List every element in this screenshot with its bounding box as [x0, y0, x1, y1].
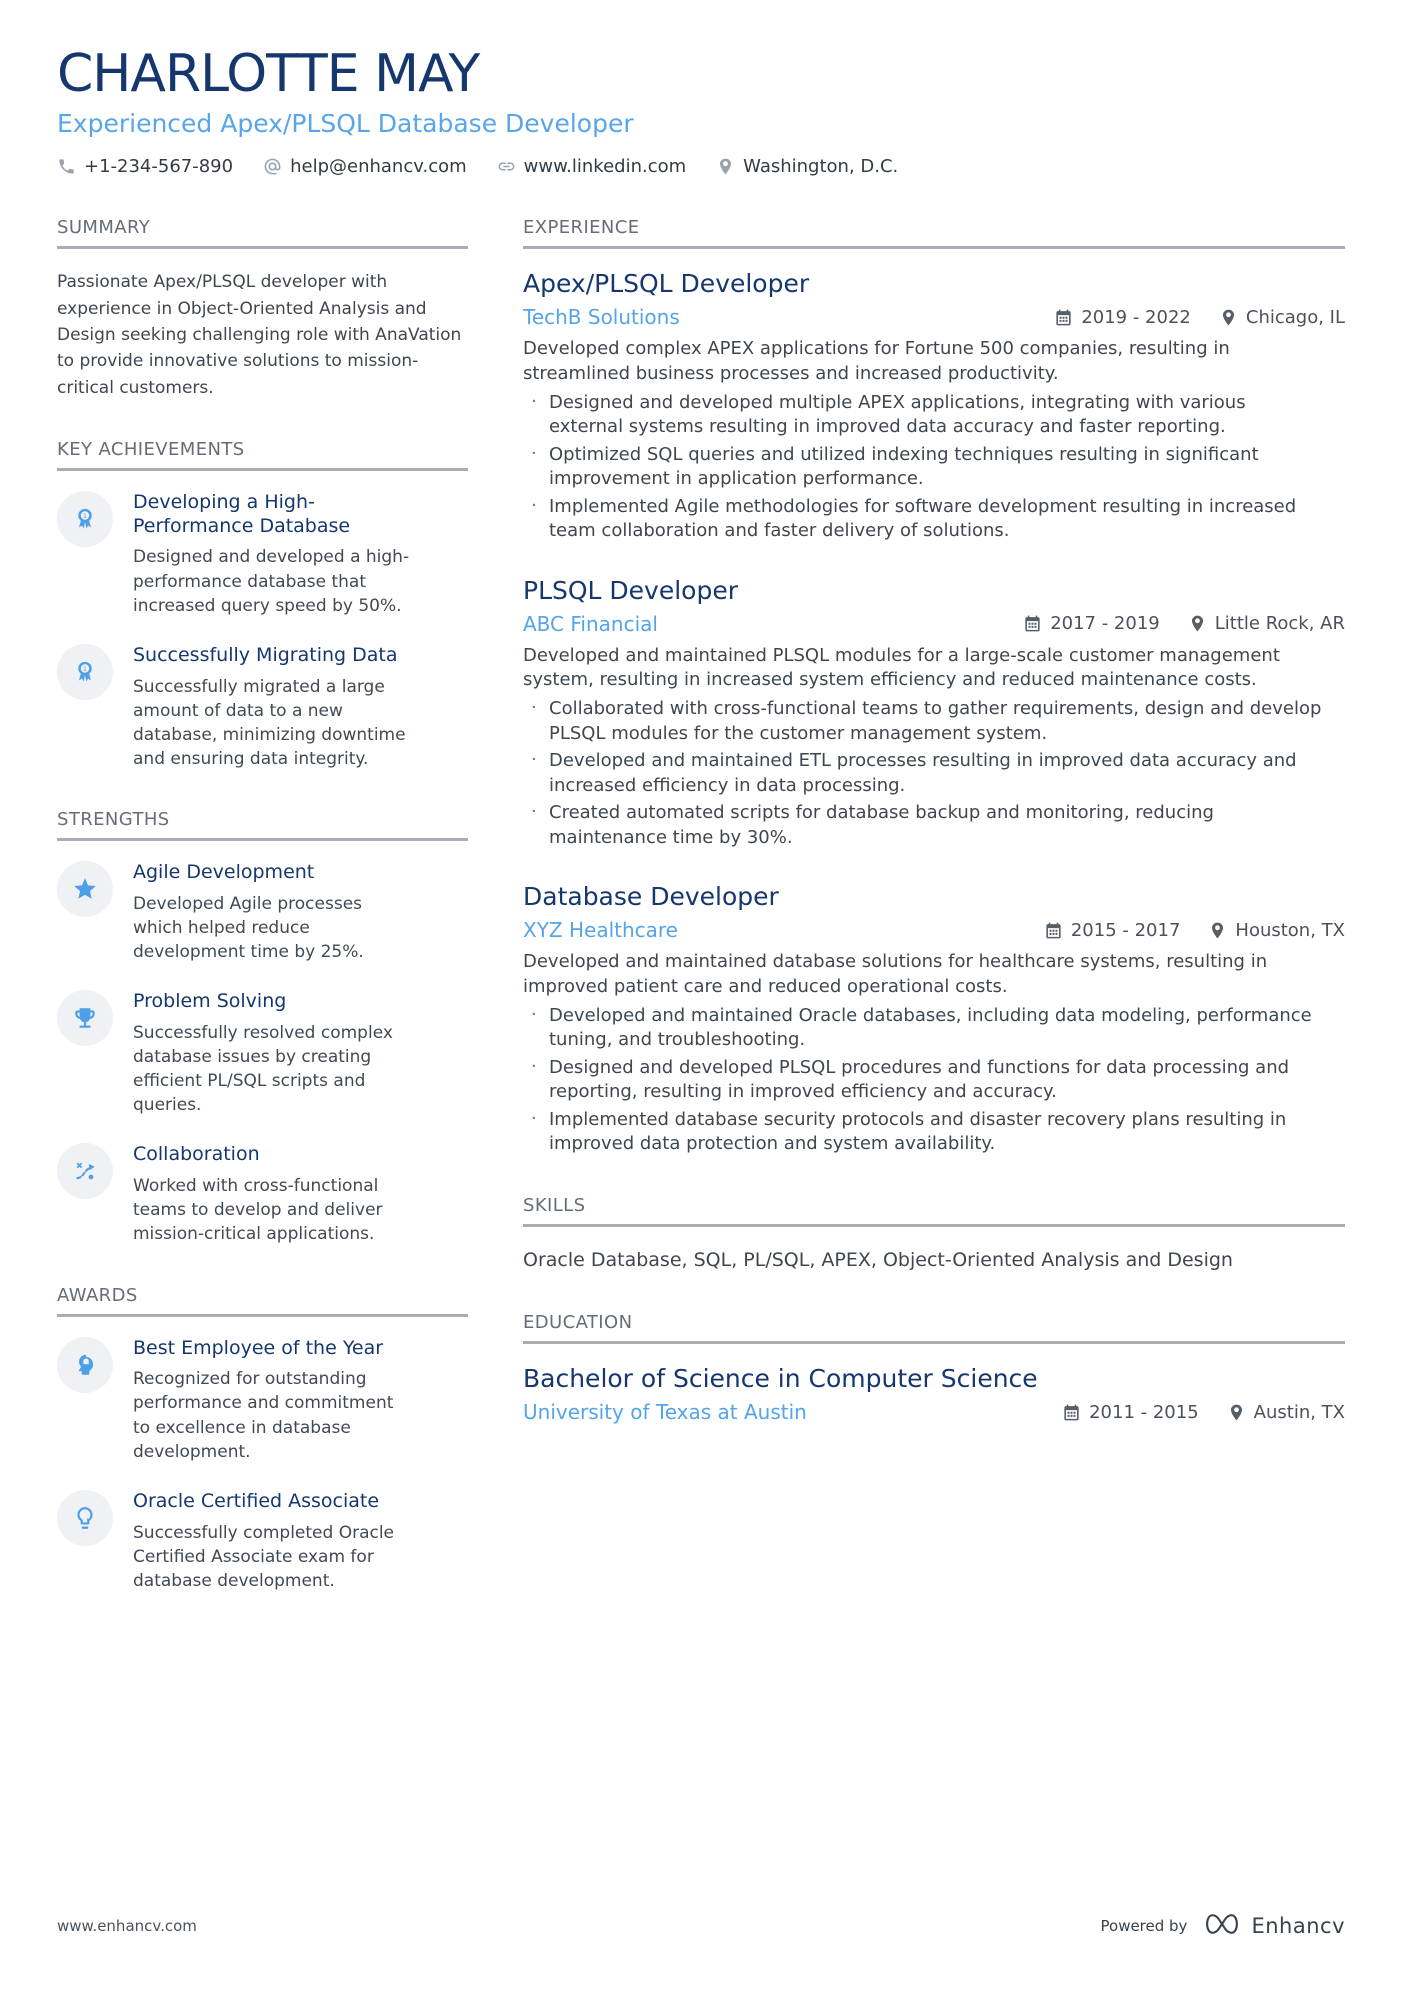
strength-item: [57, 990, 468, 1117]
job-bullet: · Implemented database security protocols and disaster recovery plans resulting in improved data protection and system availability.: [523, 1108, 1323, 1157]
strength-item: [57, 1143, 468, 1246]
contact-location: [716, 156, 898, 177]
job-bullet: · Implemented Agile methodologies for software development resulting in increased team collaboration and faster delivery of solutions.: [523, 495, 1323, 544]
strength-title: Collaboration: [133, 1143, 260, 1166]
experience-job: [523, 269, 1345, 543]
achievement-item: [57, 644, 468, 771]
job-dates: 2015 - 2017: [1044, 920, 1181, 941]
phone-icon: [57, 157, 76, 176]
education-heading: EDUCATION: [523, 1312, 1345, 1344]
calendar-icon: [1062, 1403, 1081, 1422]
education-degree: Bachelor of Science in Computer Science: [523, 1364, 1038, 1394]
at-icon: [263, 157, 282, 176]
contact-phone[interactable]: [57, 156, 233, 177]
award-text: Successfully completed Oracle Certified Associate exam for database development.: [133, 1522, 395, 1591]
education-location: Austin, TX: [1227, 1402, 1345, 1423]
location-icon: [1188, 614, 1207, 633]
skills-section: [523, 1195, 1345, 1275]
achievement-text: Successfully migrated a large amount of data to a new database, minimizing downtime and ensuring data integrity.: [133, 676, 406, 769]
job-dates: 2019 - 2022: [1054, 307, 1191, 328]
strength-text: Worked with cross-functional teams to develop and deliver mission-critical applications.: [133, 1176, 383, 1245]
brand-name: Enhancv: [1251, 1914, 1345, 1938]
job-bullet-list: [523, 391, 1323, 544]
education-school: University of Texas at Austin: [523, 1400, 807, 1425]
job-bullet: · Designed and developed PLSQL procedures and functions for data processing and reporting, resulting in improved efficiency and accuracy.: [523, 1056, 1323, 1105]
job-bullet: · Designed and developed multiple APEX applications, integrating with various external systems resulting in improved data accuracy and faster reporting.: [523, 391, 1323, 440]
job-bullet-list: [523, 1004, 1323, 1157]
job-company: TechB Solutions: [523, 305, 680, 330]
job-bullet: · Developed and maintained Oracle databases, including data modeling, performance tuning, and troubleshooting.: [523, 1004, 1323, 1053]
svg-text:1: 1: [82, 511, 88, 520]
location-icon: [716, 157, 735, 176]
footer-site-link[interactable]: www.enhancv.com: [57, 1917, 197, 1935]
strength-text: Developed Agile processes which helped reduce development time by 25%.: [133, 893, 364, 963]
strength-title: Agile Development: [133, 861, 315, 884]
medal-icon: [57, 491, 113, 547]
job-location: Little Rock, AR: [1188, 613, 1345, 634]
job-bullet: · Developed and maintained ETL processes resulting in improved data accuracy and increased efficiency in data processing.: [523, 749, 1323, 798]
strengths-heading: STRENGTHS: [57, 809, 468, 841]
job-title: PLSQL Developer: [523, 575, 739, 605]
experience-job: [523, 576, 1345, 850]
link-icon: [497, 157, 516, 176]
job-description: Developed and maintained database solutions for healthcare systems, resulting in improved patient care and reduced operational costs.: [523, 951, 1268, 997]
contact-website-text: www.linkedin.com: [523, 156, 687, 178]
summary-section: [57, 217, 468, 401]
awards-section: [57, 1285, 468, 1593]
strength-text: Successfully resolved complex database issues by creating efficient PL/SQL scripts and queries.: [133, 1022, 393, 1116]
award-item: [57, 1490, 468, 1593]
enhancv-logo-icon: [1201, 1911, 1243, 1941]
achievement-title: Successfully Migrating Data: [133, 643, 398, 666]
job-dates: 2017 - 2019: [1023, 613, 1160, 634]
award-item: [57, 1337, 468, 1464]
strengths-section: [57, 809, 468, 1247]
person-name: CHARLOTTE MAY: [57, 44, 480, 104]
calendar-icon: [1054, 308, 1073, 327]
svg-text:1: 1: [82, 664, 88, 673]
achievement-title: Developing a High-Performance Database: [133, 490, 351, 537]
achievement-item: [57, 491, 468, 618]
award-text: Recognized for outstanding performance and commitment to excellence in database development.: [133, 1369, 394, 1462]
education-dates: 2011 - 2015: [1062, 1402, 1199, 1423]
person-headline: Experienced Apex/PLSQL Database Developer: [57, 109, 634, 139]
strength-item: [57, 861, 468, 964]
award-title: Best Employee of the Year: [133, 1336, 384, 1359]
powered-by-label: Powered by: [1100, 1917, 1188, 1935]
calendar-icon: [1023, 614, 1042, 633]
contact-row: [57, 156, 1345, 177]
key-achievements-heading: KEY ACHIEVEMENTS: [57, 439, 468, 471]
medal-icon: [57, 644, 113, 700]
job-bullet: · Collaborated with cross-functional teams to gather requirements, design and develop PLSQL modules for the customer management system.: [523, 697, 1323, 746]
right-column: [523, 217, 1345, 1462]
lightbulb-icon: [57, 1490, 113, 1546]
job-title: Apex/PLSQL Developer: [523, 269, 810, 299]
calendar-icon: [1044, 921, 1063, 940]
skills-heading: SKILLS: [523, 1195, 1345, 1227]
education-item: [523, 1364, 1345, 1424]
award-title: Oracle Certified Associate: [133, 1489, 380, 1512]
left-column: [57, 217, 468, 1631]
star-icon: [57, 861, 113, 917]
strategy-icon: [57, 1143, 113, 1199]
job-bullet: · Optimized SQL queries and utilized indexing techniques resulting in significant improvement in application performance.: [523, 443, 1323, 492]
awards-heading: AWARDS: [57, 1285, 468, 1317]
experience-section: [523, 217, 1345, 1156]
contact-email-text: help@enhancv.com: [290, 156, 467, 178]
head-icon: [57, 1337, 113, 1393]
trophy-icon: [57, 990, 113, 1046]
location-icon: [1227, 1403, 1246, 1422]
key-achievements-section: [57, 439, 468, 771]
experience-job: [523, 882, 1345, 1156]
job-location: Chicago, IL: [1219, 307, 1345, 328]
contact-phone-text: +1-234-567-890: [84, 156, 234, 178]
contact-email[interactable]: [263, 156, 467, 177]
job-bullet-list: [523, 697, 1323, 850]
skills-text: Oracle Database, SQL, PL/SQL, APEX, Object-Oriented Analysis and Design: [523, 1248, 1233, 1271]
resume-header: [57, 46, 1345, 177]
contact-location-text: Washington, D.C.: [743, 156, 899, 178]
education-section: [523, 1312, 1345, 1424]
summary-text: Passionate Apex/PLSQL developer with experience in Object-Oriented Analysis and Design seeking challenging role with AnaVation to provide innovative solutions to mission-critical customers.: [57, 272, 462, 398]
footer-branding[interactable]: [1101, 1911, 1346, 1941]
job-company: ABC Financial: [523, 611, 658, 636]
job-description: Developed complex APEX applications for Fortune 500 companies, resulting in streamlined business processes and increased productivity.: [523, 338, 1230, 385]
summary-heading: SUMMARY: [57, 217, 468, 249]
achievement-text: Designed and developed a high-performance database that increased query speed by 50%.: [133, 547, 410, 616]
job-location: Houston, TX: [1208, 920, 1345, 941]
location-icon: [1219, 308, 1238, 327]
job-description: Developed and maintained PLSQL modules for a large-scale customer management system, resulting in increased system efficiency and reduced maintenance costs.: [523, 644, 1280, 691]
strength-title: Problem Solving: [133, 990, 287, 1013]
experience-heading: EXPERIENCE: [523, 217, 1345, 249]
location-icon: [1208, 921, 1227, 940]
contact-website[interactable]: [497, 156, 687, 177]
job-company: XYZ Healthcare: [523, 918, 678, 943]
job-title: Database Developer: [523, 882, 779, 912]
job-bullet: · Created automated scripts for database backup and monitoring, reducing maintenance time by 30%.: [523, 801, 1323, 850]
